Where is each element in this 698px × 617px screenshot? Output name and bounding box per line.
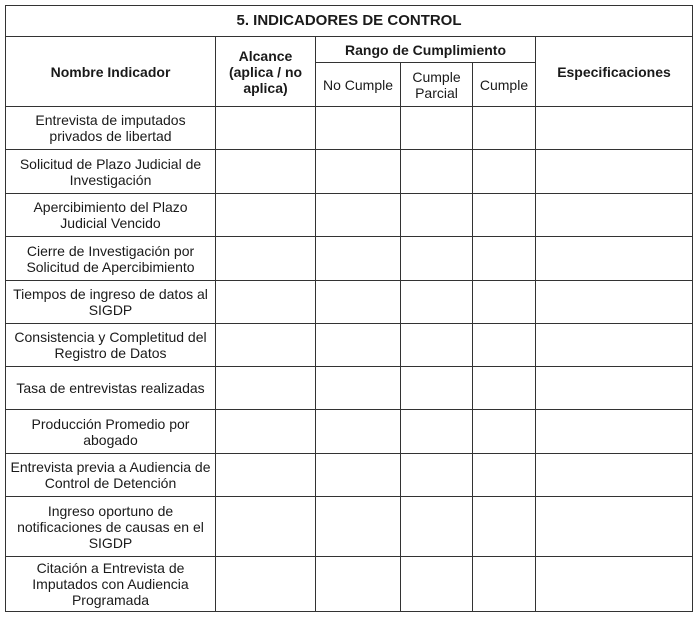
especificaciones-cell[interactable] bbox=[536, 237, 693, 281]
no-cumple-cell[interactable] bbox=[316, 237, 401, 281]
especificaciones-cell[interactable] bbox=[536, 557, 693, 612]
indicator-name: Entrevista de imputados privados de libertad bbox=[6, 107, 216, 150]
cumple-cell[interactable] bbox=[473, 324, 536, 367]
control-indicators-table bbox=[5, 5, 693, 612]
indicator-name: Tasa de entrevistas realizadas bbox=[6, 367, 216, 410]
cumple-cell[interactable] bbox=[473, 237, 536, 281]
header-cumple-parcial: Cumple Parcial bbox=[401, 63, 473, 107]
alcance-cell[interactable] bbox=[216, 410, 316, 454]
table-row bbox=[6, 410, 693, 454]
alcance-cell[interactable] bbox=[216, 194, 316, 237]
cumple-cell[interactable] bbox=[473, 194, 536, 237]
alcance-cell[interactable] bbox=[216, 237, 316, 281]
alcance-cell[interactable] bbox=[216, 107, 316, 150]
table-row bbox=[6, 324, 693, 367]
header-especificaciones: Especificaciones bbox=[536, 37, 693, 107]
header-no-cumple: No Cumple bbox=[316, 63, 401, 107]
header-cumple: Cumple bbox=[473, 63, 536, 107]
cumple-cell[interactable] bbox=[473, 367, 536, 410]
table-row bbox=[6, 497, 693, 557]
indicator-name: Solicitud de Plazo Judicial de Investigación bbox=[6, 150, 216, 194]
cumple-parcial-cell[interactable] bbox=[401, 454, 473, 497]
table-row bbox=[6, 237, 693, 281]
table-row bbox=[6, 281, 693, 324]
no-cumple-cell[interactable] bbox=[316, 454, 401, 497]
table-row bbox=[6, 107, 693, 150]
cumple-parcial-cell[interactable] bbox=[401, 194, 473, 237]
alcance-cell[interactable] bbox=[216, 557, 316, 612]
cumple-parcial-cell[interactable] bbox=[401, 324, 473, 367]
especificaciones-cell[interactable] bbox=[536, 281, 693, 324]
table-title: 5. INDICADORES DE CONTROL bbox=[6, 6, 693, 37]
especificaciones-cell[interactable] bbox=[536, 454, 693, 497]
no-cumple-cell[interactable] bbox=[316, 194, 401, 237]
cumple-cell[interactable] bbox=[473, 150, 536, 194]
cumple-cell[interactable] bbox=[473, 281, 536, 324]
table-row bbox=[6, 367, 693, 410]
cumple-parcial-cell[interactable] bbox=[401, 281, 473, 324]
cumple-cell[interactable] bbox=[473, 557, 536, 612]
especificaciones-cell[interactable] bbox=[536, 410, 693, 454]
cumple-parcial-cell[interactable] bbox=[401, 107, 473, 150]
cumple-parcial-cell[interactable] bbox=[401, 150, 473, 194]
alcance-cell[interactable] bbox=[216, 454, 316, 497]
cumple-parcial-cell[interactable] bbox=[401, 497, 473, 557]
alcance-cell[interactable] bbox=[216, 367, 316, 410]
cumple-cell[interactable] bbox=[473, 497, 536, 557]
no-cumple-cell[interactable] bbox=[316, 557, 401, 612]
indicator-name: Ingreso oportuno de notificaciones de causas en el SIGDP bbox=[6, 497, 216, 557]
indicator-name: Cierre de Investigación por Solicitud de Apercibimiento bbox=[6, 237, 216, 281]
no-cumple-cell[interactable] bbox=[316, 281, 401, 324]
indicator-name: Tiempos de ingreso de datos al SIGDP bbox=[6, 281, 216, 324]
header-alcance: Alcance (aplica / no aplica) bbox=[216, 37, 316, 107]
table-row bbox=[6, 454, 693, 497]
indicator-name: Citación a Entrevista de Imputados con Audiencia Programada bbox=[6, 557, 216, 612]
table-row bbox=[6, 150, 693, 194]
cumple-parcial-cell[interactable] bbox=[401, 557, 473, 612]
indicator-name: Apercibimiento del Plazo Judicial Vencido bbox=[6, 194, 216, 237]
cumple-cell[interactable] bbox=[473, 107, 536, 150]
no-cumple-cell[interactable] bbox=[316, 497, 401, 557]
no-cumple-cell[interactable] bbox=[316, 107, 401, 150]
no-cumple-cell[interactable] bbox=[316, 150, 401, 194]
cumple-parcial-cell[interactable] bbox=[401, 410, 473, 454]
alcance-cell[interactable] bbox=[216, 150, 316, 194]
cumple-parcial-cell[interactable] bbox=[401, 367, 473, 410]
no-cumple-cell[interactable] bbox=[316, 367, 401, 410]
especificaciones-cell[interactable] bbox=[536, 150, 693, 194]
table-row bbox=[6, 194, 693, 237]
alcance-cell[interactable] bbox=[216, 497, 316, 557]
no-cumple-cell[interactable] bbox=[316, 324, 401, 367]
no-cumple-cell[interactable] bbox=[316, 410, 401, 454]
indicator-name: Producción Promedio por abogado bbox=[6, 410, 216, 454]
table-row bbox=[6, 557, 693, 612]
indicator-name: Consistencia y Completitud del Registro de Datos bbox=[6, 324, 216, 367]
especificaciones-cell[interactable] bbox=[536, 497, 693, 557]
alcance-cell[interactable] bbox=[216, 324, 316, 367]
alcance-cell[interactable] bbox=[216, 281, 316, 324]
indicator-name: Entrevista previa a Audiencia de Control de Detención bbox=[6, 454, 216, 497]
cumple-cell[interactable] bbox=[473, 410, 536, 454]
header-rango: Rango de Cumplimiento bbox=[316, 37, 536, 63]
especificaciones-cell[interactable] bbox=[536, 324, 693, 367]
header-nombre: Nombre Indicador bbox=[6, 37, 216, 107]
especificaciones-cell[interactable] bbox=[536, 367, 693, 410]
especificaciones-cell[interactable] bbox=[536, 107, 693, 150]
cumple-cell[interactable] bbox=[473, 454, 536, 497]
especificaciones-cell[interactable] bbox=[536, 194, 693, 237]
cumple-parcial-cell[interactable] bbox=[401, 237, 473, 281]
